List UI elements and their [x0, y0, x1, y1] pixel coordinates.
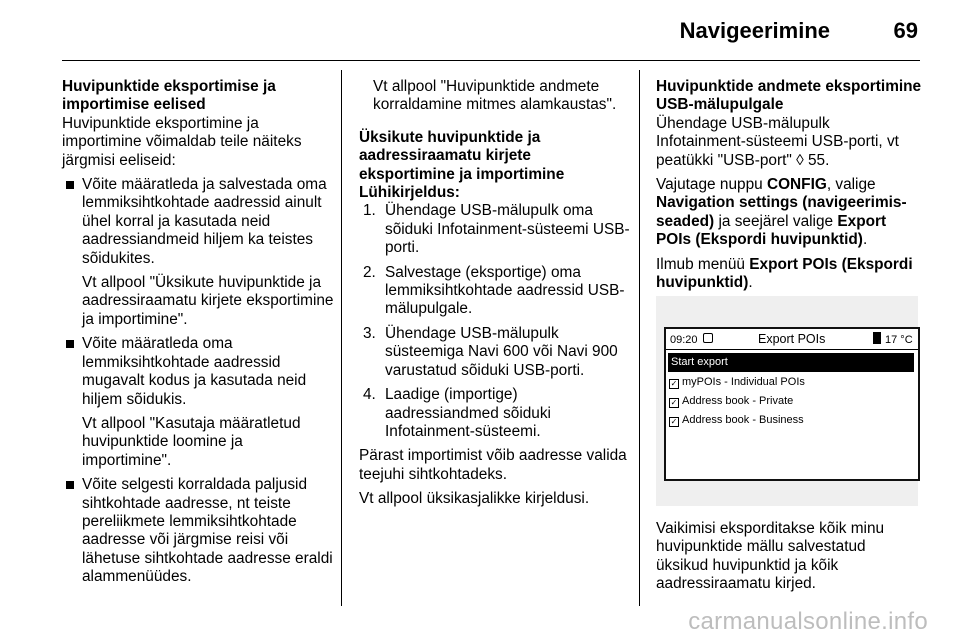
checkbox-icon: ✓	[670, 379, 678, 388]
after-import-paragraph: Pärast importimist võib aadresse valida teejuhi sihtkohtadeks.	[359, 447, 627, 483]
step-number: 3.	[363, 324, 376, 342]
step-item	[359, 386, 631, 441]
bullet-item: Võite määratleda ja salvestada oma lemmiksihtkohtade aadressid ainult ühel korral ja kasutada neid aadressiandmeid hiljem ka teistes sõidukites.	[62, 176, 334, 268]
navigation-settings-label: Navigation settings (navigeerimis-seaded)	[656, 194, 907, 230]
menu-item-address-private[interactable]	[666, 392, 918, 411]
text-fragment: .	[748, 274, 753, 292]
screen-title: Export POIs	[758, 332, 826, 346]
column-divider-2	[639, 70, 640, 606]
infotainment-screen	[664, 327, 920, 481]
screen-status-bar	[666, 329, 918, 350]
header-rule	[62, 60, 920, 61]
column-2	[359, 78, 631, 515]
page-number: 69	[893, 18, 918, 43]
menu-item-my-pois[interactable]	[666, 373, 918, 392]
text-fragment: ja seejärel valige	[714, 212, 838, 230]
checkbox-icon: ✓	[670, 417, 678, 426]
step-text: Salvestage (eksportige) oma lemmiksihtkohtade aadressid USB-mälupulgale.	[385, 263, 625, 318]
bullet-reference: Vt allpool "Üksikute huvipunktide ja aadressiraamatu kirjete eksportimine ja importimine".	[82, 274, 334, 328]
menu-item-start-export[interactable]: Start export	[668, 353, 914, 372]
intro-paragraph: Huvipunktide eksportimine ja importimine võimaldab teile näiteks järgmisi eeliseid:	[62, 114, 302, 169]
press-config-paragraph	[656, 176, 922, 250]
column-divider-1	[341, 70, 342, 606]
watermark: carmanualsonline.info	[688, 608, 928, 635]
summary-label: Lühikirjeldus:	[359, 184, 460, 202]
step-number: 2.	[363, 263, 376, 281]
export-pois-label: Export POIs (Ekspordi huvipunktid)	[656, 212, 887, 249]
see-below-paragraph: Vt allpool üksikasjalikke kirjeldusi.	[359, 490, 590, 508]
caption-paragraph: Vaikimisi eksporditakse kõik minu huvipunktide mällu salvestatud üksikud huvipunktid ja kõik aadressiraamatu kirjed.	[656, 520, 885, 593]
step-text: Ühendage USB-mälupulk süsteemiga Navi 600 või Navi 900 varustatud sõiduki USB-porti.	[385, 324, 618, 379]
step-number: 1.	[363, 202, 376, 220]
bullet-item: Võite määratleda oma lemmiksihtkohtade aadressid mugavalt kodus ja kasutada neid hiljem sõidukis.	[62, 335, 334, 409]
bullet-item: Võite selgesti korraldada paljusid sihtkohtade aadresse, nt teiste pereliikmete lemmiksihtkohtade aadresse või järgmise reisi või lähetuse sihtkohtade aadresse eraldi alammenüüdes.	[62, 476, 334, 586]
header-title: Navigeerimine	[679, 18, 830, 43]
step-item	[359, 202, 631, 257]
step-number: 4.	[363, 386, 376, 404]
text-fragment: Vajutage nuppu	[656, 176, 767, 194]
menu-item-label: myPOIs - Individual POIs	[682, 376, 805, 388]
text-fragment: Ilmub menüü	[656, 255, 750, 273]
reference-paragraph: Vt allpool "Huvipunktide andmete korraldamine mitmes alamkaustas".	[373, 78, 617, 114]
phone-icon	[703, 333, 713, 343]
section-heading-benefits: Huvipunktide eksportimise ja importimise eelised	[62, 78, 276, 114]
screen-time: 09:20	[670, 334, 698, 346]
section-heading-export-usb: Huvipunktide andmete eksportimine USB-mälupulgale	[656, 78, 922, 114]
step-text: Ühendage USB-mälupulk oma sõiduki Infotainment-süsteemi USB-porti.	[385, 202, 630, 257]
step-item	[359, 325, 631, 380]
text-fragment: .	[862, 231, 868, 249]
menu-item-label: Address book - Business	[682, 414, 804, 426]
menu-appears-paragraph	[656, 256, 922, 293]
step-item	[359, 264, 631, 319]
thermometer-icon	[873, 332, 881, 344]
menu-item-label: Address book - Private	[682, 395, 794, 407]
checkbox-icon: ✓	[670, 398, 678, 407]
text-fragment: , valige	[826, 176, 876, 194]
step-text: Laadige (importige) aadressiandmed sõiduki Infotainment-süsteemi.	[385, 386, 551, 440]
column-1	[62, 78, 334, 593]
bullet-reference: Vt allpool "Kasutaja määratletud huvipunktide loomine ja importimine".	[82, 414, 301, 469]
connect-usb-paragraph: Ühendage USB-mälupulk Infotainment-süsteemi USB-porti, vt peatükki "USB-port" ◊ 55.	[656, 114, 899, 169]
export-pois-menu-label: Export POIs (Ekspordi huvipunktid)	[656, 255, 913, 292]
column-3	[656, 78, 922, 298]
config-button-label: CONFIG	[766, 176, 827, 194]
section-heading-single-pois: Üksikute huvipunktide ja aadressiraamatu kirjete eksportimine ja importimine	[359, 128, 565, 183]
menu-item-address-business[interactable]	[666, 411, 918, 430]
screen-temperature: 17 °C	[885, 334, 913, 346]
